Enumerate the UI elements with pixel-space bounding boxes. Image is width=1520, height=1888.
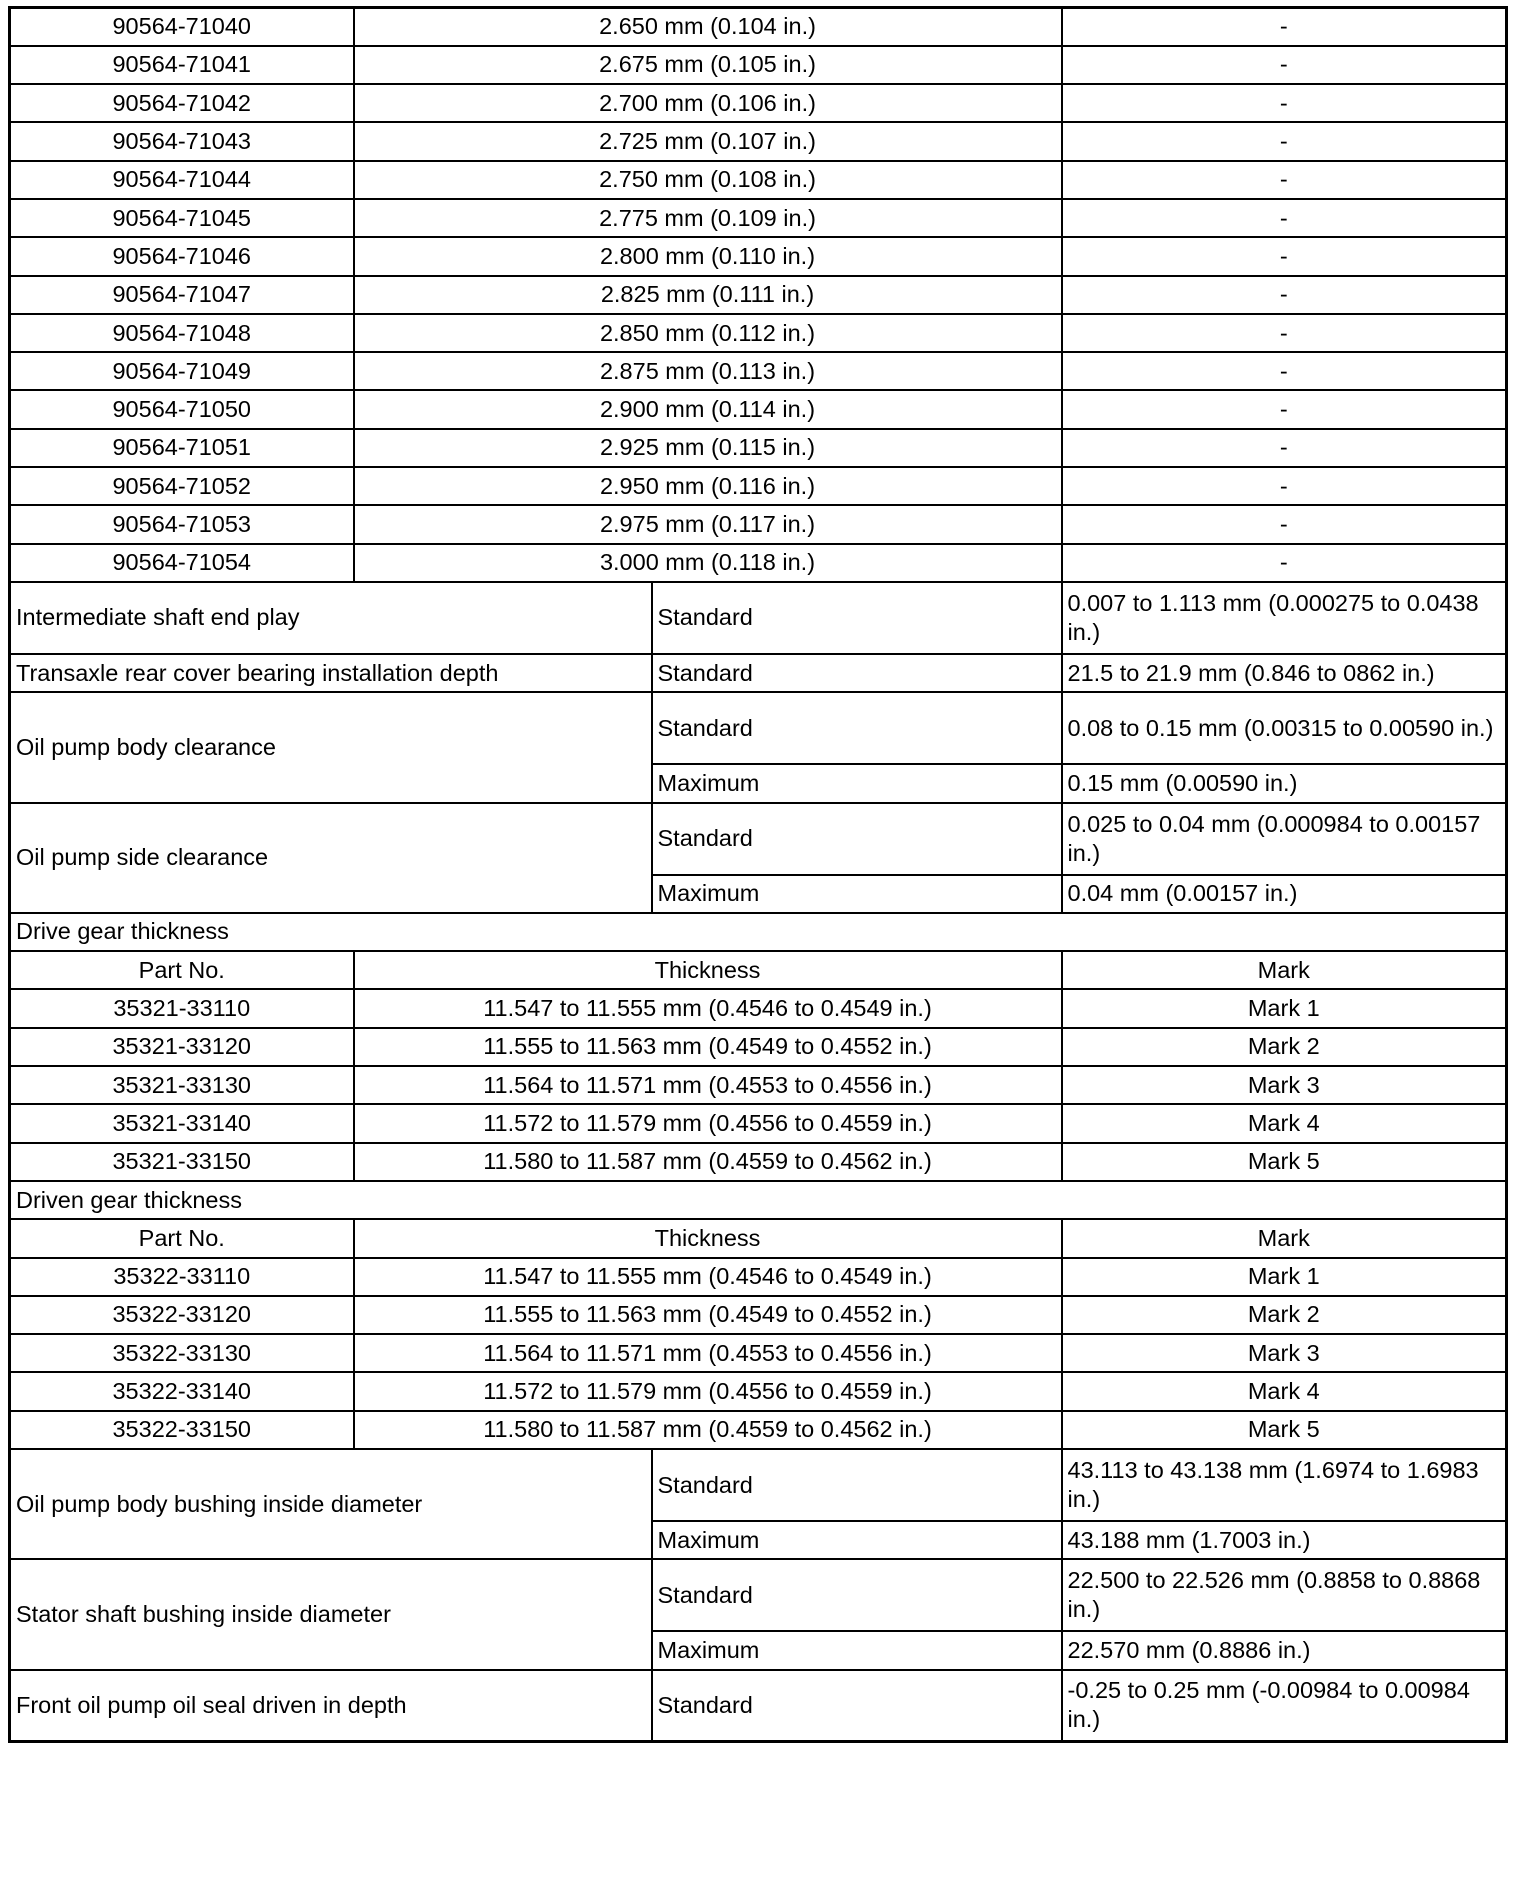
thickness-cell: 11.547 to 11.555 mm (0.4546 to 0.4549 in.) (354, 989, 1062, 1027)
mark-cell: Mark 3 (1062, 1334, 1507, 1372)
table-row (10, 1372, 1507, 1410)
part-number-cell: 35322-33150 (10, 1411, 354, 1449)
header-row (10, 951, 1507, 989)
thickness-cell: 2.775 mm (0.109 in.) (354, 199, 1062, 237)
table-row (10, 390, 1507, 428)
part-number-cell: 90564-71045 (10, 199, 354, 237)
thickness-cell: 2.800 mm (0.110 in.) (354, 237, 1062, 275)
mark-cell: - (1062, 199, 1507, 237)
mark-cell: Mark 3 (1062, 1066, 1507, 1104)
thickness-cell: 2.950 mm (0.116 in.) (354, 467, 1062, 505)
spec-label: Transaxle rear cover bearing installation depth (10, 654, 652, 692)
thickness-cell: 2.825 mm (0.111 in.) (354, 276, 1062, 314)
thickness-cell: 11.555 to 11.563 mm (0.4549 to 0.4552 in.) (354, 1028, 1062, 1066)
spec-condition: Standard (652, 582, 1062, 654)
spec-label: Front oil pump oil seal driven in depth (10, 1670, 652, 1742)
mark-cell: Mark 5 (1062, 1411, 1507, 1449)
mark-cell: - (1062, 46, 1507, 84)
thickness-cell: 2.850 mm (0.112 in.) (354, 314, 1062, 352)
spec-row (10, 803, 1507, 875)
table-row (10, 199, 1507, 237)
thickness-cell: 11.580 to 11.587 mm (0.4559 to 0.4562 in.) (354, 1411, 1062, 1449)
spec-label: Intermediate shaft end play (10, 582, 652, 654)
part-number-cell: 35321-33130 (10, 1066, 354, 1104)
spec-condition: Maximum (652, 875, 1062, 913)
part-number-cell: 90564-71046 (10, 237, 354, 275)
table-row (10, 46, 1507, 84)
part-number-cell: 90564-71051 (10, 429, 354, 467)
table-row (10, 84, 1507, 122)
spec-value: 0.025 to 0.04 mm (0.000984 to 0.00157 in.) (1062, 803, 1507, 875)
table-row (10, 429, 1507, 467)
table-row (10, 1334, 1507, 1372)
mark-cell: Mark 5 (1062, 1143, 1507, 1181)
thickness-header: Thickness (354, 951, 1062, 989)
specifications-table (8, 6, 1508, 1743)
section-title-row (10, 913, 1507, 951)
thickness-cell: 2.975 mm (0.117 in.) (354, 505, 1062, 543)
mark-cell: - (1062, 161, 1507, 199)
spec-condition: Standard (652, 692, 1062, 764)
spec-label: Oil pump body clearance (10, 692, 652, 802)
mark-cell: - (1062, 84, 1507, 122)
part-number-cell: 90564-71042 (10, 84, 354, 122)
part-number-cell: 35321-33110 (10, 989, 354, 1027)
spec-row (10, 654, 1507, 692)
mark-cell: Mark 1 (1062, 1258, 1507, 1296)
part-number-cell: 90564-71054 (10, 544, 354, 582)
spec-value: 0.15 mm (0.00590 in.) (1062, 764, 1507, 802)
part-number-cell: 35321-33150 (10, 1143, 354, 1181)
thickness-cell: 2.900 mm (0.114 in.) (354, 390, 1062, 428)
table-row (10, 1411, 1507, 1449)
part-number-cell: 35322-33140 (10, 1372, 354, 1410)
table-row (10, 8, 1507, 46)
part-number-cell: 90564-71052 (10, 467, 354, 505)
mark-cell: - (1062, 352, 1507, 390)
thickness-cell: 2.700 mm (0.106 in.) (354, 84, 1062, 122)
part-number-cell: 90564-71040 (10, 8, 354, 46)
spec-value: 22.500 to 22.526 mm (0.8858 to 0.8868 in.) (1062, 1559, 1507, 1631)
table-row (10, 161, 1507, 199)
table-row (10, 237, 1507, 275)
part-number-cell: 90564-71049 (10, 352, 354, 390)
thickness-cell: 2.875 mm (0.113 in.) (354, 352, 1062, 390)
spec-row (10, 692, 1507, 764)
mark-cell: Mark 2 (1062, 1296, 1507, 1334)
spec-value: 43.113 to 43.138 mm (1.6974 to 1.6983 in.) (1062, 1449, 1507, 1521)
thickness-cell: 11.572 to 11.579 mm (0.4556 to 0.4559 in.) (354, 1372, 1062, 1410)
part-number-cell: 90564-71044 (10, 161, 354, 199)
spec-condition: Maximum (652, 1631, 1062, 1669)
thickness-cell: 11.564 to 11.571 mm (0.4553 to 0.4556 in.) (354, 1334, 1062, 1372)
mark-cell: - (1062, 544, 1507, 582)
mark-cell: - (1062, 237, 1507, 275)
table-row (10, 544, 1507, 582)
table-row (10, 1104, 1507, 1142)
part-number-cell: 90564-71043 (10, 122, 354, 160)
part-number-cell: 35321-33120 (10, 1028, 354, 1066)
thickness-cell: 2.750 mm (0.108 in.) (354, 161, 1062, 199)
mark-cell: - (1062, 8, 1507, 46)
spec-label: Stator shaft bushing inside diameter (10, 1559, 652, 1669)
table-row (10, 1066, 1507, 1104)
spec-value: 0.08 to 0.15 mm (0.00315 to 0.00590 in.) (1062, 692, 1507, 764)
thickness-cell: 2.725 mm (0.107 in.) (354, 122, 1062, 160)
table-row (10, 989, 1507, 1027)
spec-condition: Standard (652, 654, 1062, 692)
mark-cell: Mark 4 (1062, 1372, 1507, 1410)
part-number-header: Part No. (10, 1219, 354, 1257)
table-row (10, 1028, 1507, 1066)
thickness-cell: 11.555 to 11.563 mm (0.4549 to 0.4552 in.) (354, 1296, 1062, 1334)
spec-value: 22.570 mm (0.8886 in.) (1062, 1631, 1507, 1669)
mark-cell: - (1062, 429, 1507, 467)
thickness-cell: 11.547 to 11.555 mm (0.4546 to 0.4549 in.) (354, 1258, 1062, 1296)
drive-gear-title: Drive gear thickness (10, 913, 1507, 951)
table-row (10, 276, 1507, 314)
spec-value: 43.188 mm (1.7003 in.) (1062, 1521, 1507, 1559)
table-row (10, 352, 1507, 390)
part-number-cell: 90564-71053 (10, 505, 354, 543)
mark-header: Mark (1062, 951, 1507, 989)
table-row (10, 122, 1507, 160)
mark-cell: - (1062, 467, 1507, 505)
spec-value: 0.04 mm (0.00157 in.) (1062, 875, 1507, 913)
table-row (10, 1258, 1507, 1296)
driven-gear-title: Driven gear thickness (10, 1181, 1507, 1219)
header-row (10, 1219, 1507, 1257)
spec-label: Oil pump body bushing inside diameter (10, 1449, 652, 1559)
mark-cell: - (1062, 276, 1507, 314)
spec-row (10, 582, 1507, 654)
spec-row (10, 1670, 1507, 1742)
spec-value: 21.5 to 21.9 mm (0.846 to 0862 in.) (1062, 654, 1507, 692)
mark-header: Mark (1062, 1219, 1507, 1257)
spec-row (10, 1449, 1507, 1521)
thickness-header: Thickness (354, 1219, 1062, 1257)
spec-label: Oil pump side clearance (10, 803, 652, 913)
table-row (10, 1296, 1507, 1334)
table-row (10, 467, 1507, 505)
thickness-cell: 2.925 mm (0.115 in.) (354, 429, 1062, 467)
part-number-cell: 90564-71050 (10, 390, 354, 428)
thickness-cell: 11.580 to 11.587 mm (0.4559 to 0.4562 in.) (354, 1143, 1062, 1181)
spec-condition: Standard (652, 803, 1062, 875)
part-number-cell: 90564-71047 (10, 276, 354, 314)
thickness-cell: 11.572 to 11.579 mm (0.4556 to 0.4559 in.) (354, 1104, 1062, 1142)
thickness-cell: 3.000 mm (0.118 in.) (354, 544, 1062, 582)
spec-value: 0.007 to 1.113 mm (0.000275 to 0.0438 in.) (1062, 582, 1507, 654)
spec-condition: Standard (652, 1449, 1062, 1521)
table-row (10, 314, 1507, 352)
mark-cell: - (1062, 505, 1507, 543)
thickness-cell: 2.675 mm (0.105 in.) (354, 46, 1062, 84)
part-number-cell: 35322-33120 (10, 1296, 354, 1334)
table-row (10, 1143, 1507, 1181)
part-number-cell: 35322-33130 (10, 1334, 354, 1372)
table-row (10, 505, 1507, 543)
thickness-cell: 2.650 mm (0.104 in.) (354, 8, 1062, 46)
mark-cell: - (1062, 390, 1507, 428)
spec-condition: Standard (652, 1559, 1062, 1631)
section-title-row (10, 1181, 1507, 1219)
part-number-cell: 90564-71041 (10, 46, 354, 84)
part-number-cell: 35322-33110 (10, 1258, 354, 1296)
spec-condition: Standard (652, 1670, 1062, 1742)
part-number-cell: 90564-71048 (10, 314, 354, 352)
mark-cell: - (1062, 314, 1507, 352)
mark-cell: Mark 4 (1062, 1104, 1507, 1142)
part-number-cell: 35321-33140 (10, 1104, 354, 1142)
part-number-header: Part No. (10, 951, 354, 989)
mark-cell: Mark 1 (1062, 989, 1507, 1027)
spec-condition: Maximum (652, 764, 1062, 802)
mark-cell: Mark 2 (1062, 1028, 1507, 1066)
thickness-cell: 11.564 to 11.571 mm (0.4553 to 0.4556 in.) (354, 1066, 1062, 1104)
spec-value: -0.25 to 0.25 mm (-0.00984 to 0.00984 in.) (1062, 1670, 1507, 1742)
mark-cell: - (1062, 122, 1507, 160)
spec-row (10, 1559, 1507, 1631)
spec-condition: Maximum (652, 1521, 1062, 1559)
